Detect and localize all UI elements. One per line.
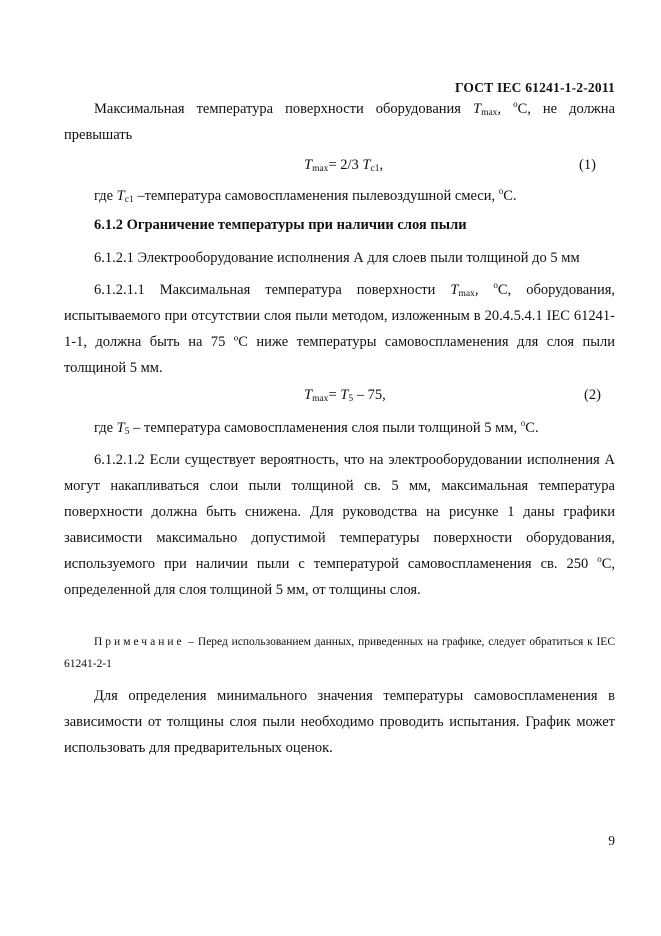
- paragraph-max-temperature: Максимальная температура поверхности оборудования $T_{max}$, $^o$C, не должна превышать: [64, 99, 616, 143]
- paragraph-6-1-2-1: 6.1.2.1 Электрооборудование исполнения А для слоев пыли толщиной до 5 мм: [94, 250, 580, 266]
- formula-1: $T_{max}= 2/3$ $T_{c1}$,: [304, 157, 384, 174]
- equation-number-1: (1): [579, 157, 596, 173]
- paragraph-where-tc1: где $T_{c1}$ –температура самовоспламенения пылевоздушной смеси, $^o$С.: [94, 186, 517, 205]
- document-header: ГОСТ IEC 61241-1-2-2011: [454, 80, 615, 95]
- formula-2: $T_{max}= T_5 - 75$,: [304, 387, 386, 404]
- page-number: 9: [608, 833, 615, 848]
- paragraph-6-1-2-1-2: 6.1.2.1.2 Если существует вероятность, что на электрооборудовании исполнения А могут накапливаться слои пыли толщиной св. 5 мм, максимальная температура поверхности должна быть снижена. Для руководства на рисунке 1 даны графики зависимости максимально допустимой температуры поверхности оборудования, используемого при наличии пыли с температурой самовоспламенения св. 250 $^o$С, определенной для слоя толщиной 5 мм, от толщины слоя.: [64, 452, 615, 598]
- paragraph-6-1-2-1-1: 6.1.2.1.1 Максимальная температура поверхности $T_{max}$, $^o$С, оборудования, испытываемого при отсутствии слоя пыли методом, изложенным в 20.4.5.4.1 IEC 61241-1-1, должна быть на 75 ºС ниже температуры самовоспламенения для слоя пыли толщиной 5 мм.: [64, 280, 616, 376]
- section-heading: 6.1.2 Ограничение температуры при наличии слоя пыли: [94, 217, 467, 233]
- paragraph-where-t5: где $T_5$ – температура самовоспламенения слоя пыли толщиной 5 мм, $^o$С.: [94, 418, 539, 437]
- note-label: Примечание: [94, 636, 185, 648]
- equation-number-2: (2): [584, 387, 601, 403]
- note: Примечание – Перед использованием данных, приведенных на графике, следует обратиться к IEC 61241-2-1: [64, 636, 615, 670]
- paragraph-testing: Для определения минимального значения температуры самовоспламенения в зависимости от толщины слоя пыли необходимо проводить испытания. График может использовать для предварительных оценок.: [64, 688, 615, 756]
